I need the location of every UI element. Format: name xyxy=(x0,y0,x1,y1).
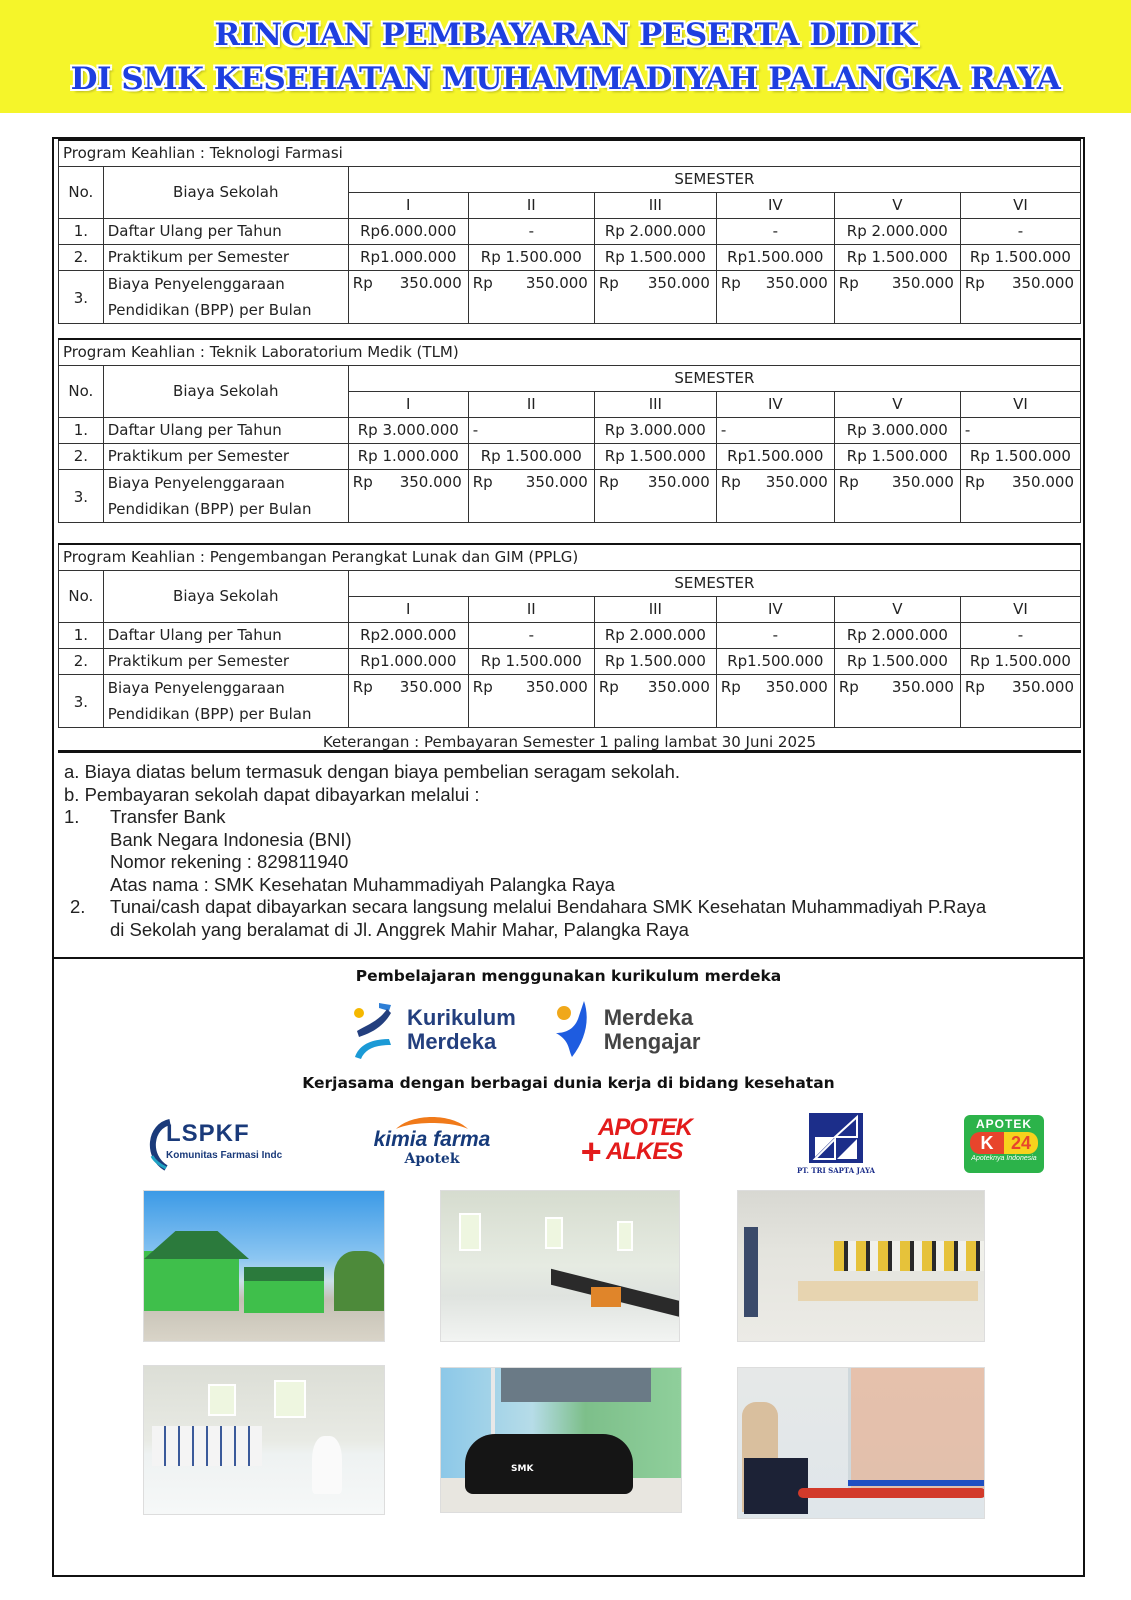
fee-cell: Rp 3.000.000 xyxy=(348,417,468,443)
fee-cell: - xyxy=(468,218,594,244)
pharmacy-practice-photo xyxy=(737,1367,985,1519)
semester-header: III xyxy=(594,391,716,417)
semester-header: VI xyxy=(960,391,1080,417)
program-section xyxy=(58,543,1081,728)
program-section xyxy=(58,139,1081,324)
fee-cell: - xyxy=(716,622,834,648)
fee-cell: Rp 2.000.000 xyxy=(834,622,960,648)
cooperation-heading: Kerjasama dengan berbagai dunia kerja di bidang kesehatan xyxy=(302,1074,835,1092)
fee-cell: Rp 350.000 xyxy=(960,469,1080,522)
kimia-farma-logo: kimia farma Apotek xyxy=(362,1113,502,1175)
semester-header: VI xyxy=(960,596,1080,622)
fee-cell: Rp 1.500.000 xyxy=(594,244,716,270)
fee-cell: Rp1.000.000 xyxy=(348,244,468,270)
fee-cell: Rp 350.000 xyxy=(468,270,594,323)
table-row xyxy=(59,674,1081,727)
fee-cell: Rp 1.500.000 xyxy=(594,648,716,674)
keterangan-note: Keterangan : Pembayaran Semester 1 paling lambat 30 Juni 2025 xyxy=(58,731,1081,753)
program-title: Program Keahlian : Teknik Laboratorium Medik (TLM) xyxy=(59,339,1081,365)
fee-cell: Rp 350.000 xyxy=(348,674,468,727)
fee-cell: Rp 350.000 xyxy=(716,469,834,522)
payment-notes xyxy=(54,753,1083,959)
fee-cell: Rp 350.000 xyxy=(348,270,468,323)
laboratory-photo xyxy=(440,1190,680,1342)
header-banner xyxy=(0,0,1131,113)
fee-cell: - xyxy=(960,417,1080,443)
fee-table xyxy=(58,338,1081,523)
fee-cell: Rp 350.000 xyxy=(834,270,960,323)
fee-cell: Rp 350.000 xyxy=(716,674,834,727)
fee-cell: Rp 3.000.000 xyxy=(834,417,960,443)
curriculum-logos xyxy=(349,997,789,1063)
col-header-semester: SEMESTER xyxy=(348,365,1080,391)
table-row xyxy=(59,417,1081,443)
semester-header: V xyxy=(834,596,960,622)
row-number: 2. xyxy=(59,244,104,270)
fee-cell: Rp 1.500.000 xyxy=(594,443,716,469)
fee-table xyxy=(58,139,1081,324)
fee-cell: - xyxy=(716,218,834,244)
semester-header: IV xyxy=(716,596,834,622)
fee-cell: Rp 350.000 xyxy=(594,674,716,727)
col-header-no: No. xyxy=(59,166,104,218)
fee-cell: Rp 1.500.000 xyxy=(834,648,960,674)
fee-cell: Rp 3.000.000 xyxy=(594,417,716,443)
fee-cell: - xyxy=(960,622,1080,648)
fee-cell: Rp 350.000 xyxy=(594,270,716,323)
row-label: Daftar Ulang per Tahun xyxy=(103,417,348,443)
row-number: 1. xyxy=(59,218,104,244)
lspkf-logo: LSPKF Komunitas Farmasi Indc xyxy=(144,1116,284,1172)
row-label: Biaya Penyelenggaraan Pendidikan (BPP) per Bulan xyxy=(103,469,348,522)
table-row xyxy=(59,270,1081,323)
row-label: Praktikum per Semester xyxy=(103,244,348,270)
program-title: Program Keahlian : Pengembangan Perangkat Lunak dan GIM (PPLG) xyxy=(59,544,1081,570)
semester-header: II xyxy=(468,192,594,218)
col-header-biaya: Biaya Sekolah xyxy=(103,570,348,622)
partner-logos xyxy=(144,1111,1044,1177)
row-number: 2. xyxy=(59,443,104,469)
fee-cell: - xyxy=(716,417,834,443)
fee-table xyxy=(58,543,1081,728)
table-row xyxy=(59,648,1081,674)
content-frame xyxy=(52,137,1085,1577)
fee-cell: Rp 1.500.000 xyxy=(960,648,1080,674)
fee-cell: Rp 350.000 xyxy=(716,270,834,323)
fee-cell: Rp1.500.000 xyxy=(716,244,834,270)
note-b: b. Pembayaran sekolah dapat dibayarkan melalui : xyxy=(64,783,480,805)
curriculum-heading: Pembelajaran menggunakan kurikulum merdeka xyxy=(355,967,782,985)
fee-cell: Rp 1.500.000 xyxy=(468,648,594,674)
row-number: 1. xyxy=(59,622,104,648)
merdeka-mengajar-logo: Merdeka Mengajar xyxy=(550,999,701,1061)
semester-header: IV xyxy=(716,391,834,417)
fee-cell: Rp 1.000.000 xyxy=(348,443,468,469)
table-row xyxy=(59,622,1081,648)
apotek-k24-logo: APOTEK K 24 Apoteknya Indonesia xyxy=(964,1115,1044,1173)
fee-cell: Rp 350.000 xyxy=(960,270,1080,323)
plus-icon: + xyxy=(580,1131,602,1172)
row-number: 1. xyxy=(59,417,104,443)
semester-header: VI xyxy=(960,192,1080,218)
fee-cell: Rp 350.000 xyxy=(960,674,1080,727)
fee-cell: Rp 350.000 xyxy=(468,469,594,522)
semester-header: II xyxy=(468,391,594,417)
semester-header: II xyxy=(468,596,594,622)
semester-header: I xyxy=(348,391,468,417)
fee-cell: - xyxy=(468,622,594,648)
row-number: 3. xyxy=(59,469,104,522)
kimia-farma-arc-icon xyxy=(392,1113,472,1129)
row-label: Daftar Ulang per Tahun xyxy=(103,622,348,648)
fee-cell: Rp 1.500.000 xyxy=(834,443,960,469)
prayer-room-photo xyxy=(143,1365,385,1515)
row-label: Biaya Penyelenggaraan Pendidikan (BPP) per Bulan xyxy=(103,270,348,323)
row-label: Praktikum per Semester xyxy=(103,648,348,674)
semester-header: IV xyxy=(716,192,834,218)
fee-cell: Rp 1.500.000 xyxy=(960,244,1080,270)
row-label: Praktikum per Semester xyxy=(103,443,348,469)
semester-header: I xyxy=(348,596,468,622)
col-header-biaya: Biaya Sekolah xyxy=(103,166,348,218)
fee-cell: Rp 1.500.000 xyxy=(468,443,594,469)
school-building-photo xyxy=(143,1190,385,1342)
fee-cell: Rp1.500.000 xyxy=(716,443,834,469)
fee-cell: Rp 2.000.000 xyxy=(834,218,960,244)
fee-cell: Rp 1.500.000 xyxy=(468,244,594,270)
note-a: a. Biaya diatas belum termasuk dengan biaya pembelian seragam sekolah. xyxy=(64,761,681,782)
fee-cell: Rp 2.000.000 xyxy=(594,218,716,244)
fee-cell: Rp 350.000 xyxy=(348,469,468,522)
fee-cell: Rp6.000.000 xyxy=(348,218,468,244)
row-label: Biaya Penyelenggaraan Pendidikan (BPP) per Bulan xyxy=(103,674,348,727)
semester-header: V xyxy=(834,391,960,417)
fee-cell: Rp 350.000 xyxy=(834,674,960,727)
fee-cell: Rp 1.500.000 xyxy=(960,443,1080,469)
payment-method-transfer: 1. Transfer Bank Bank Negara Indonesia (BNI) Nomor rekening : 829811940 Atas nama : SMK Kesehatan Muhammadiyah Palangka Raya xyxy=(64,806,1073,896)
fee-cell: Rp 350.000 xyxy=(468,674,594,727)
tri-sapta-jaya-icon xyxy=(809,1113,863,1163)
row-number: 3. xyxy=(59,674,104,727)
tri-sapta-jaya-logo: PT. TRI SAPTA JAYA xyxy=(786,1113,886,1175)
table-row xyxy=(59,244,1081,270)
kurikulum-merdeka-icon xyxy=(349,999,399,1061)
program-section xyxy=(58,338,1081,523)
semester-header: III xyxy=(594,596,716,622)
program-title: Program Keahlian : Teknologi Farmasi xyxy=(59,140,1081,166)
col-header-no: No. xyxy=(59,570,104,622)
fee-cell: Rp1.000.000 xyxy=(348,648,468,674)
payment-method-cash: 2. Tunai/cash dapat dibayarkan secara langsung melalui Bendahara SMK Kesehatan Muhammadiyah P.Raya di Sekolah yang beralamat di Jl. Anggrek Mahir Mahar, Palangka Raya xyxy=(70,896,987,940)
semester-header: V xyxy=(834,192,960,218)
fee-cell: Rp 350.000 xyxy=(594,469,716,522)
row-number: 3. xyxy=(59,270,104,323)
fee-cell: Rp1.500.000 xyxy=(716,648,834,674)
title-line-1: RINCIAN PEMBAYARAN PESERTA DIDIK xyxy=(214,16,917,53)
semester-header: III xyxy=(594,192,716,218)
merdeka-mengajar-icon xyxy=(550,999,596,1061)
school-car-photo: SMK xyxy=(440,1367,682,1513)
row-label: Daftar Ulang per Tahun xyxy=(103,218,348,244)
col-header-biaya: Biaya Sekolah xyxy=(103,365,348,417)
fee-cell: - xyxy=(468,417,594,443)
classroom-photo xyxy=(737,1190,985,1342)
fee-cell: Rp2.000.000 xyxy=(348,622,468,648)
col-header-semester: SEMESTER xyxy=(348,570,1080,596)
table-row xyxy=(59,218,1081,244)
account-number: Nomor rekening : 829811940 xyxy=(110,851,349,872)
fee-cell: Rp 1.500.000 xyxy=(834,244,960,270)
apotek-alkes-logo: APOTEK ALKES + xyxy=(580,1114,693,1172)
table-row xyxy=(59,443,1081,469)
title-line-2: DI SMK KESEHATAN MUHAMMADIYAH PALANGKA RAYA xyxy=(70,60,1061,97)
fee-cell: Rp 2.000.000 xyxy=(594,622,716,648)
semester-header: I xyxy=(348,192,468,218)
fee-cell: Rp 350.000 xyxy=(834,469,960,522)
col-header-no: No. xyxy=(59,365,104,417)
fee-cell: - xyxy=(960,218,1080,244)
kurikulum-merdeka-logo: Kurikulum Merdeka xyxy=(349,999,516,1061)
row-number: 2. xyxy=(59,648,104,674)
col-header-semester: SEMESTER xyxy=(348,166,1080,192)
table-row xyxy=(59,469,1081,522)
